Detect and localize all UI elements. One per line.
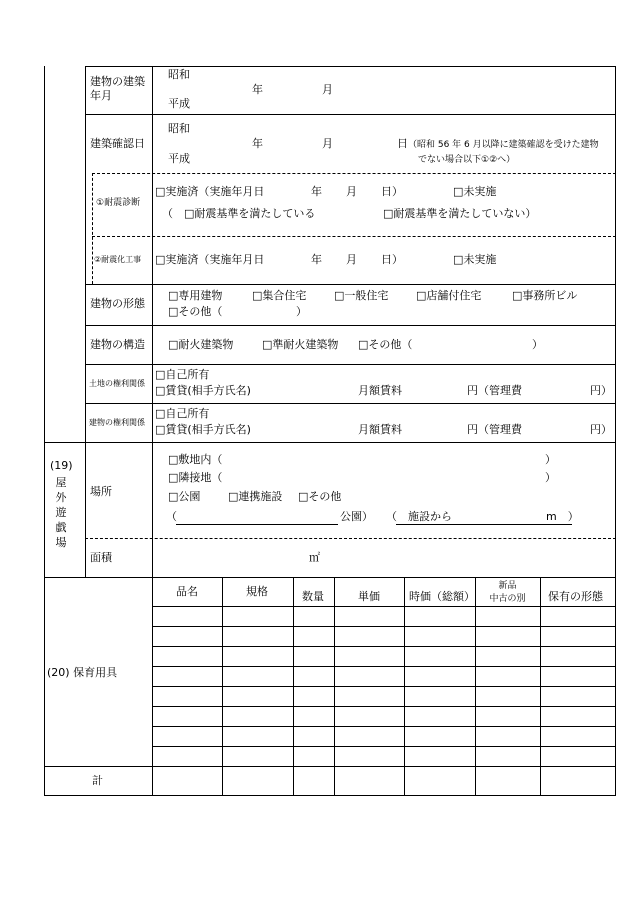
area-label: 面積 (90, 551, 112, 564)
seismic-not-meets-standard[interactable]: □耐震基準を満たしていない） (383, 207, 537, 220)
bldg-own[interactable]: □自己所有 (155, 407, 210, 420)
header-spec: 規格 (246, 585, 268, 598)
location-park[interactable]: □公園 (168, 490, 201, 503)
structure-semi-fireproof[interactable]: □準耐火建築物 (262, 338, 339, 351)
header-quantity: 数量 (302, 590, 324, 603)
build-year-label: 年 (252, 83, 263, 96)
seismic-work-month: 月 (346, 253, 357, 266)
land-rent[interactable]: □賃貸(相手方氏名) (155, 384, 251, 397)
location-adjacent[interactable]: □隣接地（ (168, 471, 223, 484)
playground-title (50, 475, 72, 550)
shape-apartment[interactable]: □集合住宅 (252, 289, 307, 302)
playground-char-5: 場 (55, 536, 67, 549)
seismic-work-day: 日） (381, 253, 403, 266)
build-era-heisei: 平成 (168, 97, 190, 110)
bldg-rent[interactable]: □賃貸(相手方氏名) (155, 423, 251, 436)
location-onsite[interactable]: □敷地内（ (168, 453, 223, 466)
shape-house[interactable]: □一般住宅 (334, 289, 389, 302)
structure-other-close: ） (532, 338, 543, 351)
land-rights-label: 土地の権利関係 (89, 379, 145, 388)
building-structure-label: 建物の構造 (90, 338, 145, 351)
structure-other[interactable]: □その他（ (358, 338, 413, 351)
facility-distance-line (396, 524, 572, 525)
bldg-monthly-rent: 月額賃料 (358, 423, 402, 436)
build-era-showa: 昭和 (168, 68, 190, 81)
land-yen-mgmt: 円（管理費 (467, 384, 522, 397)
seismic-diag-done[interactable]: □実施済（実施年月日 (155, 185, 265, 198)
seismic-work-year: 年 (311, 253, 322, 266)
header-unit-price: 単価 (358, 590, 380, 603)
seismic-meets-standard[interactable]: （ □耐震基準を満たしている (162, 207, 316, 220)
playground-char-4: 戯 (55, 521, 67, 534)
location-partner-facility[interactable]: □連携施設 (228, 490, 283, 503)
confirm-note-2: でない場合以下①②へ） (418, 155, 516, 165)
park-paren-open: （ (166, 510, 177, 523)
location-onsite-close: ） (545, 453, 556, 466)
confirm-era-heisei: 平成 (168, 152, 190, 165)
playground-char-1: 屋 (55, 476, 67, 489)
park-name-line (176, 524, 338, 525)
bldg-yen-close: 円） (590, 423, 612, 436)
building-rights-label: 建物の権利関係 (89, 418, 145, 427)
facility-distance-unit: m ） (546, 510, 579, 523)
equipment-label: (20) 保育用具 (47, 666, 118, 679)
playground-char-3: 遊 (55, 506, 67, 519)
park-suffix: 公園） (340, 510, 373, 523)
seismic-diag-not-done[interactable]: □未実施 (453, 185, 497, 198)
confirm-date-label: 建築確認日 (90, 137, 145, 150)
facility-distance-open: （ 施設から (386, 510, 452, 523)
playground-number: (19) (50, 459, 73, 472)
shape-other-close: ） (296, 305, 307, 318)
confirm-note-1: （昭和 56 年 6 月以降に建築確認を受けた建物 (408, 140, 599, 150)
confirm-month-label: 月 (322, 137, 333, 150)
structure-fireproof[interactable]: □耐火建築物 (168, 338, 234, 351)
seismic-work-not-done[interactable]: □未実施 (453, 253, 497, 266)
seismic-work-label: ②耐震化工事 (94, 255, 142, 264)
seismic-work-done[interactable]: □実施済（実施年月日 (155, 253, 265, 266)
location-other[interactable]: □その他 (298, 490, 342, 503)
confirm-year-label: 年 (252, 137, 263, 150)
build-date-label: 建物の建築 年月 (90, 75, 145, 102)
land-yen-close: 円） (590, 384, 612, 397)
seismic-diagnosis-label: ①耐震診断 (96, 198, 141, 208)
location-label: 場所 (90, 485, 112, 498)
building-shape-label: 建物の形態 (90, 297, 145, 310)
seismic-diag-day: 日） (381, 185, 403, 198)
header-new-used: 新品 中古の別 (489, 581, 526, 604)
shape-office[interactable]: □事務所ビル (512, 289, 578, 302)
header-item-name: 品名 (176, 585, 198, 598)
bldg-yen-mgmt: 円（管理費 (467, 423, 522, 436)
build-month-label: 月 (322, 83, 333, 96)
playground-char-2: 外 (55, 491, 67, 504)
shape-other[interactable]: □その他（ (168, 305, 223, 318)
confirm-era-showa: 昭和 (168, 122, 190, 135)
header-ownership: 保有の形態 (548, 590, 603, 603)
total-label: 計 (92, 774, 103, 787)
seismic-diag-month: 月 (346, 185, 357, 198)
location-adjacent-close: ） (545, 471, 556, 484)
shape-dedicated[interactable]: □専用建物 (168, 289, 223, 302)
seismic-diag-year: 年 (311, 185, 322, 198)
shape-shop-house[interactable]: □店舗付住宅 (416, 289, 482, 302)
area-unit: ㎡ (309, 551, 320, 564)
confirm-day-label: 日 (397, 137, 408, 150)
land-monthly-rent: 月額賃料 (358, 384, 402, 397)
land-own[interactable]: □自己所有 (155, 368, 210, 381)
header-market-value: 時価（総額） (409, 590, 475, 603)
